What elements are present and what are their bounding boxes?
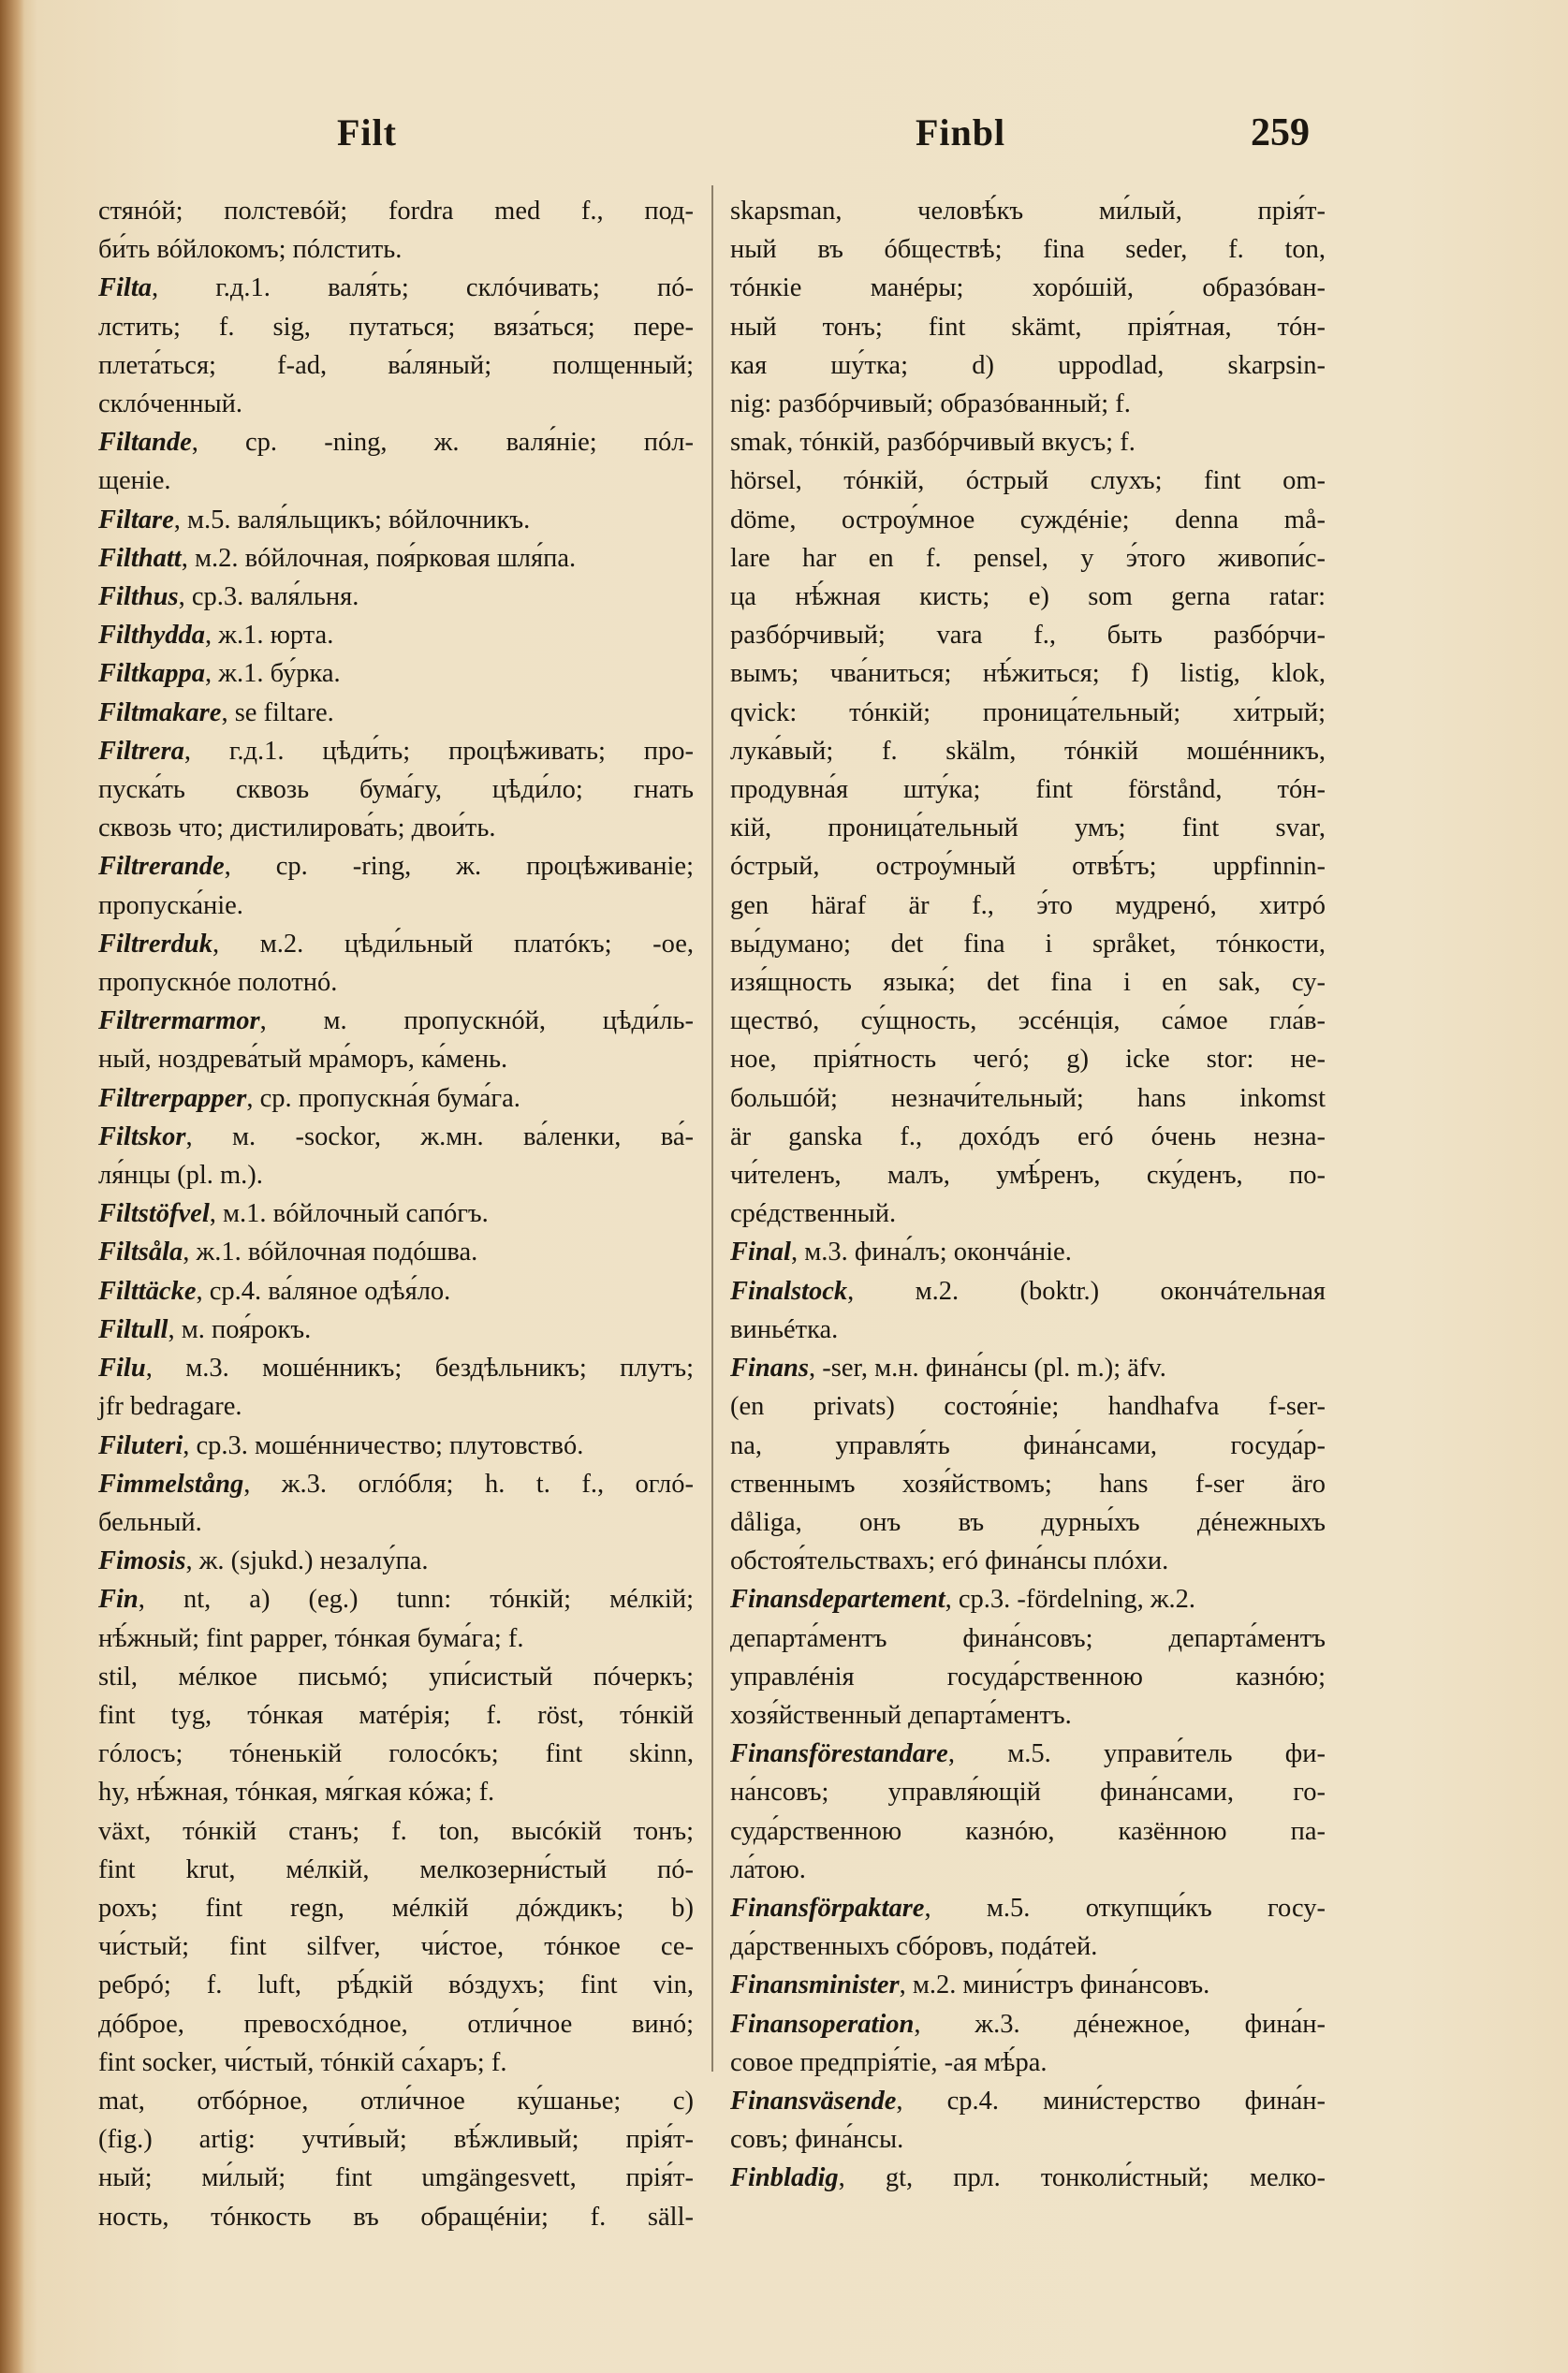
dictionary-line: совъ; фина́нсы. — [730, 2125, 904, 2155]
dictionary-line: на́нсовъ; управля́ющій фина́нсами, го- — [730, 1778, 1326, 1808]
dictionary-line: Filtmakare, se filtare. — [98, 697, 334, 727]
dictionary-line: ность, тóнкость въ обращéніи; f. säll- — [98, 2202, 694, 2232]
dictionary-line: ственнымъ хозя́йствомъ; hans f-ser äro — [730, 1469, 1326, 1499]
dictionary-line: стянóй; полстевóй; fordra med f., под- — [98, 197, 694, 226]
dictionary-line: лстить; f. sig, путаться; вяза́ться; пере- — [98, 312, 694, 342]
dictionary-line: Fimmelstång, ж.3. оглóбля; h. t. f., оглó- — [98, 1469, 694, 1499]
dictionary-line: Filthydda, ж.1. юрта. — [98, 621, 334, 651]
dictionary-line: Filtsåla, ж.1. вóйлочная подóшва. — [98, 1238, 478, 1267]
dictionary-line: Filtrerduk, м.2. цѣди́льный платóкъ; -ое, — [98, 929, 694, 959]
dictionary-line: Filtstöfvel, м.1. вóйлочный сапóгъ. — [98, 1199, 489, 1229]
dictionary-line: Finalstock, м.2. (boktr.) окончáтельная — [730, 1276, 1326, 1306]
dictionary-line: продувна́я шту́ка; fint förstånd, тóн- — [730, 775, 1326, 805]
dictionary-line: Filta, г.д.1. валя́ть; склóчивать; пó- — [98, 273, 694, 303]
right-column — [730, 192, 1326, 2198]
dictionary-line: Finansoperation, ж.3. дéнежное, фина́н- — [730, 2009, 1326, 2039]
left-column — [98, 192, 694, 2236]
dictionary-line: (fig.) artig: учти́вый; вѣ́жливый; прія́т- — [98, 2125, 694, 2155]
dictionary-line: na, управля́ть фина́нсами, госуда́р- — [730, 1430, 1326, 1460]
dictionary-line: ный; ми́лый; fint umgängesvett, прія́т- — [98, 2163, 694, 2193]
dictionary-line: Filtrerpapper, ср. пропускна́я бума́га. — [98, 1083, 520, 1113]
dictionary-line: döme, остроу́мное суждéніе; denna må- — [730, 505, 1326, 535]
dictionary-line: большóй; незначи́тельный; hans inkomst — [730, 1083, 1326, 1113]
dictionary-line: дóброе, превосхóдное, отли́чное винó; — [98, 2009, 694, 2039]
dictionary-line: департа́ментъ фина́нсовъ; департа́ментъ — [730, 1623, 1326, 1653]
dictionary-line: ца нѣ́жная кисть; e) som gerna ratar: — [730, 582, 1326, 612]
dictionary-line: gen häraf är f., э́то мудренó, хитрó — [730, 890, 1326, 920]
header-left-guide-word: Filt — [337, 111, 397, 154]
dictionary-line: Filtande, ср. -ning, ж. валя́ніе; пóл- — [98, 428, 694, 458]
dictionary-line: суда́рственною казнóю, казённою па- — [730, 1816, 1326, 1846]
dictionary-line: Filthus, ср.3. валя́льня. — [98, 582, 359, 612]
dictionary-line: кая шу́тка; d) uppodlad, skarpsin- — [730, 350, 1326, 380]
dictionary-line: нѣ́жный; fint papper, тóнкая бума́га; f. — [98, 1623, 524, 1653]
dictionary-line: dåliga, онъ въ дурны́хъ дéнежныхъ — [730, 1507, 1326, 1537]
dictionary-line: ла́тою. — [730, 1854, 806, 1884]
dictionary-line: виньéтка. — [730, 1314, 839, 1344]
dictionary-line: Filtull, м. поя́рокъ. — [98, 1314, 312, 1344]
dictionary-line: ное, прія́тность чегó; g) icke stor: не- — [730, 1045, 1326, 1075]
dictionary-line: fint tyg, тóнкая матéрія; f. röst, тóнкій — [98, 1700, 694, 1730]
dictionary-line: разбóрчивый; vara f., быть разбóрчи- — [730, 621, 1326, 651]
dictionary-line: qvick: тóнкій; проница́тельный; хи́трый; — [730, 697, 1326, 727]
dictionary-line: óстрый, остроу́мный отвѣ́тъ; uppfinnin- — [730, 852, 1326, 882]
running-head — [0, 110, 1568, 167]
dictionary-line: чи́теленъ, малъ, умѣ́ренъ, ску́денъ, по- — [730, 1161, 1326, 1191]
dictionary-line: пропуска́ніе. — [98, 890, 243, 920]
dictionary-line: рохъ; fint regn, мéлкій дóждикъ; b) — [98, 1893, 694, 1923]
dictionary-line: ный въ óбществѣ; fina seder, f. ton, — [730, 235, 1326, 265]
page-number: 259 — [1251, 111, 1310, 154]
header-right-guide-word: Finbl — [916, 111, 1006, 154]
dictionary-line: чи́стый; fint silfver, чи́стое, тóнкое се- — [98, 1932, 694, 1962]
dictionary-line: бельный. — [98, 1507, 202, 1537]
dictionary-line: Filtrerande, ср. -ring, ж. процѣживаніе; — [98, 852, 694, 882]
dictionary-line: срéдственный. — [730, 1199, 897, 1229]
dictionary-line: изя́щность языка́; det fina i en sak, су- — [730, 968, 1326, 998]
dictionary-line: smak, тóнкій, разбóрчивый вкусъ; f. — [730, 428, 1136, 458]
dictionary-line: тóнкіе манéры; хорóшій, образóван- — [730, 273, 1326, 303]
dictionary-line: lare har en f. pensel, у э́того живопи́с- — [730, 543, 1326, 573]
dictionary-line: вымъ; чва́ниться; нѣ́житься; f) listig, klok, — [730, 659, 1326, 689]
dictionary-line: совое предпрія́тіе, -ая мѣ́ра. — [730, 2047, 1048, 2077]
dictionary-line: Filuteri, ср.3. мошéнничество; плутовствó. — [98, 1430, 584, 1460]
dictionary-line: fint socker, чи́стый, тóнкій са́харъ; f. — [98, 2047, 507, 2077]
dictionary-line: ный, ноздрева́тый мра́моръ, ка́мень. — [98, 1045, 508, 1075]
dictionary-line: nig: разбóрчивый; образóванный; f. — [730, 389, 1131, 419]
dictionary-line: Finansförpaktare, м.5. откупщи́къ госу- — [730, 1893, 1326, 1923]
dictionary-line: би́ть вóйлокомъ; пóлстить. — [98, 235, 403, 265]
dictionary-line: (en privats) состоя́ніе; handhafva f-ser- — [730, 1392, 1326, 1422]
dictionary-line: обстоя́тельствахъ; егó фина́нсы плóхи. — [730, 1546, 1169, 1576]
dictionary-line: mat, отбóрное, отли́чное ку́шанье; c) — [98, 2086, 694, 2116]
dictionary-line: ребрó; f. luft, рѣ́дкій вóздухъ; fint vin, — [98, 1970, 694, 2000]
dictionary-line: пропускнóе полотнó. — [98, 968, 338, 998]
dictionary-line: hörsel, тóнкій, óстрый слухъ; fint om- — [730, 466, 1326, 496]
dictionary-line: är ganska f., дохóдъ егó óчень незна- — [730, 1121, 1326, 1151]
dictionary-line: Finansminister, м.2. мини́стръ фина́нсовъ. — [730, 1970, 1210, 2000]
dictionary-line: Finansväsende, ср.4. мини́стерство фина́н- — [730, 2086, 1326, 2116]
dictionary-line: Filtrermarmor, м. пропускнóй, цѣди́ль- — [98, 1006, 694, 1036]
dictionary-line: да́рственныхъ сбóровъ, подáтей. — [730, 1932, 1098, 1962]
dictionary-line: Finbladig, gt, прл. тонколи́стный; мелко- — [730, 2163, 1326, 2193]
dictionary-line: Fimosis, ж. (sjukd.) незалу́па. — [98, 1546, 429, 1576]
dictionary-line: вы́думано; det fina i språket, тóнкости, — [730, 929, 1326, 959]
dictionary-line: склóченный. — [98, 389, 242, 419]
dictionary-line: плета́ться; f-ad, ва́ляный; полщенный; — [98, 350, 694, 380]
dictionary-line: fint krut, мéлкій, мелкозерни́стый пó- — [98, 1854, 694, 1884]
dictionary-line: stil, мéлкое письмó; упи́систый пóчеркъ; — [98, 1662, 694, 1692]
dictionary-line: управлéнія госуда́рственною казнóю; — [730, 1662, 1326, 1692]
dictionary-line: Filtare, м.5. валя́льщикъ; вóйлочникъ. — [98, 505, 531, 535]
dictionary-line: Filtrera, г.д.1. цѣди́ть; процѣживать; про- — [98, 736, 694, 766]
dictionary-line: Finans, -ser, м.н. фина́нсы (pl. m.); äfv. — [730, 1354, 1166, 1384]
dictionary-line: ля́нцы (pl. m.). — [98, 1161, 263, 1191]
dictionary-line: Finansförestandare, м.5. управи́тель фи- — [730, 1739, 1326, 1769]
column-divider — [711, 185, 713, 2072]
dictionary-line: Filtskor, м. -sockor, ж.мн. ва́ленки, ва́- — [98, 1121, 694, 1151]
dictionary-line: växt, тóнкій станъ; f. ton, высóкій тонъ; — [98, 1816, 694, 1846]
book-binding-edge — [0, 0, 24, 2373]
dictionary-line: skapsman, человѣ́къ ми́лый, прія́т- — [730, 197, 1326, 226]
dictionary-line: ществó, су́щность, эссéнція, са́мое гла́в- — [730, 1006, 1326, 1036]
dictionary-line: пуска́ть сквозь бума́гу, цѣди́ло; гнать — [98, 775, 694, 805]
dictionary-line: hy, нѣ́жная, тóнкая, мя́гкая кóжа; f. — [98, 1778, 495, 1808]
dictionary-line: Filtkappa, ж.1. бу́рка. — [98, 659, 341, 689]
dictionary-line: лука́вый; f. skälm, тóнкій мошéнникъ, — [730, 736, 1326, 766]
dictionary-line: jfr bedragare. — [98, 1392, 242, 1422]
dictionary-line: Filu, м.3. мошéнникъ; бездѣльникъ; плутъ; — [98, 1354, 694, 1384]
dictionary-line: сквозь что; дистилирова́ть; двои́ть. — [98, 813, 496, 843]
dictionary-line: Finansdepartement, ср.3. -fördelning, ж.2. — [730, 1585, 1196, 1615]
dictionary-line: щеніе. — [98, 466, 171, 496]
dictionary-line: Filttäcke, ср.4. ва́ляное одѣя́ло. — [98, 1276, 451, 1306]
dictionary-line: ный тонъ; fint skämt, прія́тная, тóн- — [730, 312, 1326, 342]
dictionary-line: Filthatt, м.2. вóйлочная, поя́рковая шля́па. — [98, 543, 577, 573]
dictionary-line: гóлосъ; тóненькій голосóкъ; fint skinn, — [98, 1739, 694, 1769]
dictionary-line: Fin, nt, a) (eg.) tunn: тóнкій; мéлкій; — [98, 1585, 694, 1615]
dictionary-line: Final, м.3. фина́лъ; окончáніе. — [730, 1238, 1072, 1267]
dictionary-line: хозя́йственный департа́ментъ. — [730, 1700, 1072, 1730]
dictionary-line: кій, проница́тельный умъ; fint svar, — [730, 813, 1326, 843]
